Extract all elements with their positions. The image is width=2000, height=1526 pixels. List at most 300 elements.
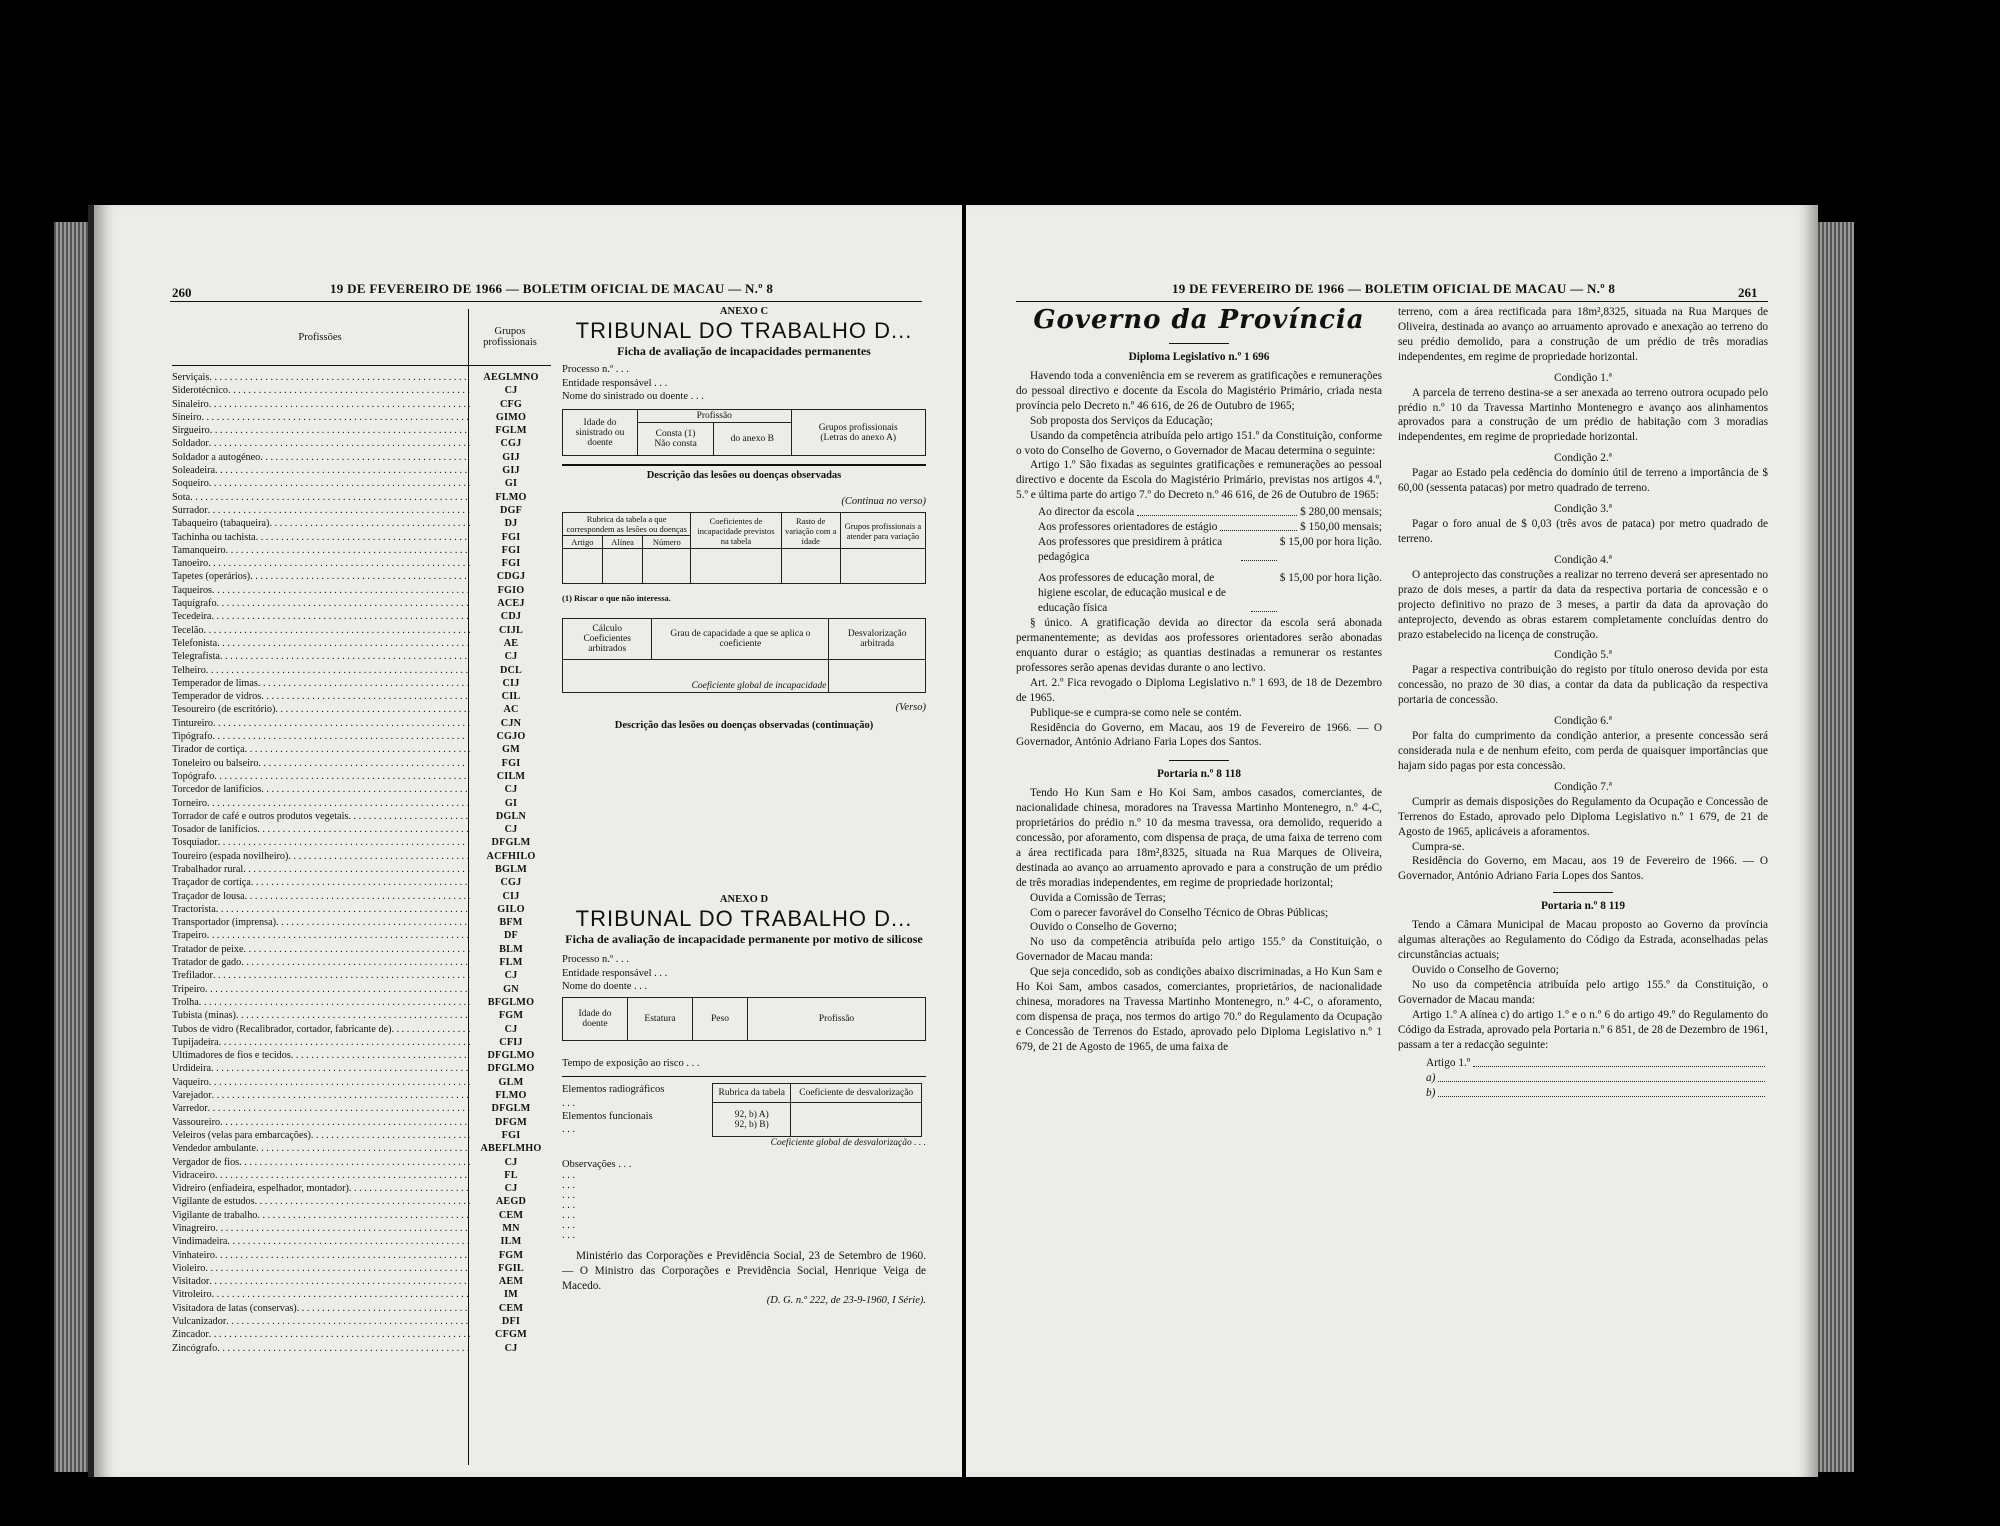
dl-para: Sob proposta dos Serviços da Educação;	[1030, 414, 1213, 427]
p118-para: Ouvida a Comissão de Terras;	[1030, 891, 1166, 904]
profession-row	[172, 1076, 552, 1089]
profession-row	[172, 717, 552, 730]
profession-name: Sineiro	[172, 411, 202, 423]
profession-group: BFM	[499, 917, 523, 929]
right-page	[966, 205, 1818, 1477]
profession-row	[172, 677, 552, 690]
profession-row	[172, 531, 552, 544]
profession-name: Tapetes (operários)	[172, 571, 251, 583]
profession-group: DFGM	[495, 1116, 527, 1128]
profession-group: CJ	[504, 1183, 518, 1195]
dl-para: § único. A gratificação devida ao director da escola será abonada permanentemente; as devidas aos professores orientadores serão abonadas enquanto durar o estágio; as quantias destinadas a remunerar os restantes professores serão apenas devidas durante o ano lectivo.	[1016, 617, 1382, 674]
profession-group: FGI	[501, 531, 521, 543]
p119-para: Artigo 1.º A alínea c) do artigo 1.º e o n.º 6 do artigo 49.º do Regulamento do Código da Estrada, aprovado pela Portaria n.º 6 851, de 28 de Dezembro de 1961, passam a ter a redacção seguinte:	[1398, 1008, 1768, 1051]
profession-group: CFGM	[495, 1329, 527, 1341]
profession-row	[172, 743, 552, 756]
cell-desval: Desvalorização arbitrada	[829, 618, 926, 659]
profession-row	[172, 1275, 552, 1288]
profession-group: DGLN	[495, 810, 527, 822]
profession-name: Varejador	[172, 1090, 212, 1102]
profession-row	[172, 690, 552, 703]
profession-row	[172, 491, 552, 504]
profession-group: ACEJ	[497, 598, 525, 610]
profession-group: AEM	[498, 1276, 524, 1288]
annex-c-continuacao: Descrição das lesões ou doenças observadas (continuação)	[614, 720, 874, 732]
profession-group: CJ	[504, 824, 518, 836]
annex-c-field-processo: Processo n.º . . .	[562, 364, 629, 376]
page-number: 260	[172, 285, 192, 300]
profession-name: Toneleiro ou balseiro	[172, 757, 259, 769]
profession-group: BLM	[499, 943, 523, 955]
annex-c-table-3	[562, 618, 926, 693]
profession-group: FGI	[501, 1129, 521, 1141]
profession-group: CEM	[498, 1209, 524, 1221]
right-column-2	[1398, 305, 1768, 1101]
profession-row	[172, 637, 552, 650]
annex-d-footer: Ministério das Corporações e Previdência Social, 23 de Setembro de 1960. — O Ministro das Corporações e Previdência Social, Henrique Veiga de Macedo.	[562, 1250, 926, 1293]
profession-name: Vergador de fios	[172, 1156, 240, 1168]
profession-group: BGLM	[495, 863, 527, 875]
profession-name: Sinaleiro	[172, 398, 209, 410]
profession-row	[172, 464, 552, 477]
profession-group: AEGD	[495, 1196, 527, 1208]
portaria-8119-title: Portaria n.º 8 119	[1540, 900, 1626, 913]
profession-row	[172, 890, 552, 903]
annex-d-label: ANEXO D	[719, 894, 769, 905]
profession-name: Tupijadeira	[172, 1036, 219, 1048]
cell-calculo: Cálculo	[592, 623, 622, 634]
cell-letras: (Letras do anexo A)	[820, 432, 897, 443]
profession-group: CJ	[504, 385, 518, 397]
profession-row	[172, 703, 552, 716]
p118-para: No uso da competência atribuída pelo artigo 155.º da Constituição, o Governador de Macau manda:	[1016, 936, 1382, 964]
profession-group: GILO	[497, 903, 525, 915]
cell-global: Coeficiente global de incapacidade	[563, 659, 829, 692]
profession-name: Tamanqueiro	[172, 544, 226, 556]
dl-para: Artigo 1.º São fixadas as seguintes gratificações e remunerações ao pessoal directivo e docente da Escola do Magistério Primário, previstas nos artigos 4.º, 5.º e última parte do artigo 7.º do Decreto n.º 46 616, de 26 de Outubro de 1965:	[1016, 459, 1382, 502]
profession-group: FL	[504, 1169, 518, 1181]
annex-c-field-entidade: Entidade responsável . . .	[562, 377, 668, 389]
cell-numero: Número	[643, 536, 691, 549]
profession-group: DGF	[499, 504, 523, 516]
profession-group: CGJ	[500, 877, 522, 889]
profession-group: GIJ	[502, 465, 520, 477]
book-edge-right	[1818, 222, 1854, 1472]
condition-heading: Condição 6.ª	[1554, 715, 1612, 728]
profession-group: CEM	[498, 1302, 524, 1314]
profession-name: Tirador de cortiça	[172, 744, 245, 756]
profession-group: CDGJ	[496, 571, 526, 583]
profession-row	[172, 570, 552, 583]
dl-para: Residência do Governo, em Macau, aos 19 de Fevereiro de 1966. — O Governador, António Adriano Faria Lopes dos Santos.	[1016, 721, 1382, 749]
profession-name: Visitador	[172, 1276, 210, 1288]
profession-row	[172, 1049, 552, 1062]
profession-name: Tripeiro	[172, 983, 206, 995]
profession-row	[172, 797, 552, 810]
profession-name: Tecelão	[172, 624, 204, 636]
profession-name: Trabalhador rural	[172, 863, 244, 875]
profession-group: FGIL	[498, 1262, 524, 1274]
cell-rasto: Rasto de variação com a idade	[781, 513, 840, 549]
profession-row	[172, 544, 552, 557]
dl-para: Havendo toda a conveniência em se reverem as gratificações e remunerações do pessoal directivo e docente da Escola do Magistério Primário, criada nesta província pelo Decreto n.º 46 616, de 26 de Outubro de 1965;	[1016, 370, 1382, 412]
profession-group: DF	[504, 930, 518, 942]
profession-name: Ultimadores de fios e tecidos	[172, 1050, 291, 1062]
profession-name: Transportador (imprensa)	[172, 917, 277, 929]
cell-artigo: Artigo	[563, 536, 603, 549]
profession-row	[172, 437, 552, 450]
profession-name: Trapeiro	[172, 930, 207, 942]
profession-name: Vinhateiro	[172, 1249, 215, 1261]
cell-alinea: Alínea	[602, 536, 642, 549]
profession-row	[172, 664, 552, 677]
profession-name: Trolha	[172, 996, 199, 1008]
profession-group: FGI	[501, 757, 521, 769]
annex-d-exposicao: Tempo de exposição ao risco . . .	[562, 1058, 700, 1070]
profession-group: FLMO	[495, 491, 527, 503]
profession-row	[172, 1142, 552, 1155]
profession-row	[172, 384, 552, 397]
profession-group: CIJ	[502, 890, 520, 902]
profession-group: DFGLM	[491, 1103, 531, 1115]
annex-d-field-nome: Nome do doente . . .	[562, 980, 648, 992]
profession-group: DFGLMO	[487, 1050, 535, 1062]
profession-name: Tosquiador	[172, 837, 218, 849]
profession-group: GM	[502, 744, 520, 756]
profession-row	[172, 1036, 552, 1049]
profession-group: FGM	[498, 1010, 524, 1022]
profession-row	[172, 1023, 552, 1036]
conditions-list	[1398, 371, 1768, 840]
profession-group: DFGLMO	[487, 1063, 535, 1075]
profession-row	[172, 956, 552, 969]
annex-d-subtitle: Ficha de avaliação de incapacidade permanente por motivo de silicose	[565, 932, 923, 947]
profession-name: Topógrafo	[172, 770, 215, 782]
profession-name: Vitroleiro	[172, 1289, 212, 1301]
book-edge-left	[54, 222, 88, 1472]
cell-r1: 92, b) A)	[734, 1109, 769, 1120]
profession-group: GIJ	[502, 451, 520, 463]
profession-group: CILM	[496, 770, 526, 782]
pay-row: Aos professores que presidirem à prática pedagógica $ 15,00 por hora lição.	[1038, 536, 1382, 564]
annex-c-verso: (Verso)	[895, 701, 926, 713]
profession-row	[172, 823, 552, 836]
profession-row	[172, 943, 552, 956]
condition-text: Pagar a respectiva contribuição do registo por título oneroso devida por esta concessão, no prazo de 30 dias, a contar da data da publicação da respectiva portaria de concessão.	[1398, 664, 1768, 707]
profession-group: AE	[503, 637, 519, 649]
profession-name: Vigilante de estudos	[172, 1196, 255, 1208]
profession-group: CJ	[504, 1023, 518, 1035]
profession-name: Soqueiro	[172, 478, 209, 490]
annex-d-rubrica-table	[712, 1083, 922, 1136]
cell-grupos-var: Grupos profissionais a atender para variação	[840, 513, 925, 549]
profession-row	[172, 1062, 552, 1075]
profession-group: CFIJ	[499, 1036, 523, 1048]
profession-group: CJ	[504, 1342, 518, 1354]
profession-row	[172, 1235, 552, 1248]
profession-group: IM	[504, 1289, 518, 1301]
pay-row: Aos professores de educação moral, de higiene escolar, de educação musical e de educação física $ 15,00 por hora lição.	[1038, 572, 1382, 615]
condition-heading: Condição 4.ª	[1554, 553, 1612, 566]
profession-group: MN	[502, 1223, 520, 1234]
pay-row: Ao director da escola $ 280,00 mensais;	[1038, 506, 1382, 519]
annex-c-subtitle: Ficha de avaliação de incapacidades permanentes	[617, 344, 871, 359]
profession-row	[172, 1195, 552, 1208]
profession-group: AC	[503, 704, 519, 716]
profession-name: Tipógrafo	[172, 731, 213, 743]
profession-group: GI	[504, 478, 518, 490]
profession-name: Tesoureiro (de escritório)	[172, 704, 276, 716]
profession-row	[172, 1342, 552, 1355]
cell-coef-d: Coeficiente de desvalorização	[791, 1084, 922, 1103]
profession-name: Zincador	[172, 1329, 209, 1341]
profession-name: Taqueiros	[172, 584, 213, 596]
page-header: 19 DE FEVEREIRO DE 1966 — BOLETIM OFICIAL DE MACAU — N.º 8	[1172, 281, 1616, 296]
profession-row	[172, 597, 552, 610]
profession-name: Temperador de vidros	[172, 691, 262, 703]
cell-rubrica-d: Rubrica da tabela	[713, 1084, 791, 1103]
annex-d-radio: Elementos radiográficos	[562, 1084, 665, 1096]
profession-row	[172, 610, 552, 623]
cell-anexo-b: do anexo B	[714, 423, 791, 456]
profession-name: Zincógrafo	[172, 1342, 218, 1354]
profession-group: FGM	[498, 1249, 524, 1261]
profession-group: CGJ	[500, 438, 522, 450]
profession-name: Urdideira	[172, 1063, 212, 1075]
p119-para: No uso da competência atribuída pelo artigo 155.º da Constituição, o Governador de Macau manda:	[1398, 978, 1768, 1006]
profession-name: Tanoeiro	[172, 558, 209, 570]
condition-text: Por falta do cumprimento da condição anterior, a presente concessão será considerada nula e de nenhum efeito, com perda de quaisquer importâncias que hajam sido pagas por esta concessão.	[1398, 730, 1768, 772]
cell-rubrica: Rubrica da tabela a que correspondem as lesões ou doenças	[563, 513, 691, 536]
profession-group: CJ	[504, 970, 518, 982]
profession-group: ILM	[500, 1236, 522, 1248]
col2-intro: terreno, com a área rectificada para 18m²,8325, situada na Rua Marques de Oliveira, destinada ao avanço ao arruamento aprovado e anexação ao terreno do seu prédio demolido, para a construção de um prédio de três moradias independentes, em regime de propriedade horizontal.	[1398, 306, 1768, 363]
profession-name: Vaqueiro	[172, 1076, 209, 1088]
profession-group: CJN	[500, 717, 522, 729]
profession-name: Surrador	[172, 504, 208, 516]
profession-group: CJ	[504, 1156, 518, 1168]
p118-para: Com o parecer favorável do Conselho Técnico de Obras Públicas;	[1030, 906, 1329, 919]
profession-row	[172, 1102, 552, 1115]
profession-name: Soldador	[172, 438, 209, 450]
profession-row	[172, 903, 552, 916]
cell-idade-doente: Idade do doente	[563, 998, 628, 1041]
profession-list	[172, 371, 552, 1355]
profession-group: GIMO	[495, 411, 527, 423]
profession-group: CJ	[504, 784, 518, 796]
profession-row	[172, 1302, 552, 1315]
profession-name: Tratador de gado	[172, 957, 242, 969]
art-line-a: a)	[1426, 1071, 1768, 1086]
profession-name: Serviçais	[172, 372, 210, 383]
profession-name: Violeiro	[172, 1262, 206, 1274]
cell-idade: Idade do sinistrado ou doente	[563, 410, 638, 456]
profession-group: FLM	[499, 957, 523, 969]
profession-row	[172, 1116, 552, 1129]
cell-grau: Grau de capacidade a que se aplica o coeficiente	[652, 618, 829, 659]
left-page	[88, 205, 962, 1477]
profession-group: ABEFLMHO	[480, 1143, 542, 1155]
profession-row	[172, 624, 552, 637]
portaria-8118-title: Portaria n.º 8 118	[1156, 768, 1242, 781]
cell-profissao-d: Profissão	[748, 998, 926, 1041]
profession-name: Telefonista	[172, 637, 218, 649]
cell-nao-consta: Não consta	[654, 439, 697, 450]
profession-row	[172, 477, 552, 490]
profession-name: Vidraceiro	[172, 1169, 215, 1181]
profession-group: DCL	[499, 664, 523, 676]
cell-coef: Coeficientes de incapacidade previstos na tabela	[691, 513, 781, 549]
annex-c-title: TRIBUNAL DO TRABALHO D...	[575, 318, 913, 344]
profession-name: Siderotécnico	[172, 385, 229, 397]
profession-name: Taquígrafo	[172, 598, 217, 610]
profession-name: Vulcanizador	[172, 1316, 227, 1328]
profession-name: Traçador de cortiça	[172, 877, 251, 889]
profession-group: ACFHILO	[486, 850, 536, 862]
profession-row	[172, 1209, 552, 1222]
profession-row	[172, 1288, 552, 1301]
annex-d-dg: (D. G. n.º 222, de 23-9-1960, I Série).	[766, 1294, 926, 1306]
profession-row	[172, 783, 552, 796]
profession-row	[172, 810, 552, 823]
profession-name: Tubos de vidro (Recalibrador, cortador, fabricante de)	[172, 1023, 392, 1035]
profession-row	[172, 451, 552, 464]
cell-profissao: Profissão	[638, 410, 792, 423]
profession-row	[172, 850, 552, 863]
profession-name: Vigilante de trabalho	[172, 1209, 258, 1221]
profession-row	[172, 1262, 552, 1275]
page-number: 261	[1738, 285, 1758, 300]
profession-group: FGLM	[495, 425, 527, 437]
profession-name: Tachinha ou tachista	[172, 531, 256, 543]
profession-group: DFI	[501, 1316, 521, 1328]
profession-group: DJ	[504, 518, 518, 530]
p118-para: Ouvido o Conselho de Governo;	[1030, 921, 1177, 934]
profession-name: Tecedeira	[172, 611, 212, 623]
annex-c	[562, 305, 926, 731]
cell-estatura: Estatura	[628, 998, 693, 1041]
profession-row	[172, 371, 552, 384]
profession-row	[172, 836, 552, 849]
annex-d-obs: Observações . . .	[562, 1158, 632, 1170]
profession-group: GLM	[498, 1076, 524, 1088]
profession-name: Tintureiro	[172, 717, 213, 729]
profession-name: Sota	[172, 491, 191, 503]
profession-row	[172, 1249, 552, 1262]
profession-row	[172, 398, 552, 411]
profession-name: Telheiro	[172, 664, 206, 676]
profession-group: FGIO	[497, 584, 525, 596]
profession-row	[172, 1315, 552, 1328]
profession-row	[172, 424, 552, 437]
profession-name: Vidreiro (enfiadeira, espelhador, montador)	[172, 1183, 349, 1195]
annex-d: ANEXO D TRIBUNAL DO TRABALHO D... Ficha de avaliação de incapacidade permanente por motivo de silicose Processo n.º . . . Entidade responsável . . . Nome do doente . . . Idade do doente Estatura Peso Profissão Tempo de exposição ao risco . . . Elementos radiográficos . . . Elementos funcionais . . . Rubrica da tabela Coeficiente de desvalorização 92, b) A) 92, b) B) Coeficiente global de desvalorização . . . Observações . . . . . . . . . . . . . . . . . . . . . . . . Ministério das Corporações e Previdência Social, 23 de Setembro de 1960. — O Ministro das Corporações e Previdência Social, Henrique Veiga de Macedo. (D. G. n.º 222, de 23-9-1960, I Série).	[562, 894, 926, 1306]
profession-row	[172, 1222, 552, 1235]
profession-group: BFGLMO	[487, 996, 535, 1008]
profession-row	[172, 916, 552, 929]
profession-name: Varredor	[172, 1103, 208, 1115]
annex-c-label: ANEXO C	[719, 306, 769, 317]
annex-d-global: Coeficiente global de desvalorização . . .	[770, 1137, 926, 1148]
profession-group: CIJL	[498, 624, 523, 636]
profession-row	[172, 504, 552, 517]
profession-row	[172, 1156, 552, 1169]
profession-group: CIJ	[502, 677, 520, 689]
dl-para: Usando da competência atribuída pelo artigo 151.º da Constituição, conforme o voto do Conselho de Governo, o Governador de Macau determina o seguinte:	[1016, 429, 1382, 457]
annex-c-lesoes: Descrição das lesões ou doenças observadas	[646, 470, 842, 482]
annex-d-table	[562, 997, 926, 1041]
dl-title: Diploma Legislativo n.º 1 696	[1128, 351, 1270, 363]
cell-consta: Consta (1)	[655, 429, 696, 440]
profession-name: Telegrafista	[172, 651, 220, 663]
profession-group: CGJO	[496, 731, 526, 743]
cell-coef-arb: Coeficientes arbitrados	[583, 633, 631, 654]
condition-text: A parcela de terreno destina-se a ser anexada ao terreno outrora ocupado pelo prédio n.º 10 da Travessa Martinho Montenegro e avanço aos alinhamentos aprovados para a construção de um prédio de habitação com 3 moradias independentes, em regime de propriedade horizontal.	[1398, 386, 1768, 444]
profession-row	[172, 1182, 552, 1195]
profession-row	[172, 876, 552, 889]
pay-row: Aos professores orientadores de estágio $ 150,00 mensais;	[1038, 521, 1382, 534]
condition-heading: Condição 7.ª	[1554, 780, 1612, 793]
profession-row	[172, 517, 552, 530]
profession-name: Torrador de café e outros produtos vegetais	[172, 810, 349, 822]
profession-group: CIL	[501, 691, 521, 703]
profession-group: DFGLM	[491, 837, 531, 849]
profession-row	[172, 1328, 552, 1341]
condition-text: O anteprojecto das construções a realizar no terreno deverá ser apresentado no prazo de dois meses, a partir da data da respectiva portaria de concessão e o projecto definitivo no prazo de 3 meses, a partir da data da aprovação do anteprojecto, devendo as obras estarem completamente concluídas dentro do prazo estabelecido na licença de construção.	[1398, 568, 1768, 641]
condition-text: Pagar ao Estado pela cedência do domínio útil de terreno a importância de $ 60,00 (sessenta patacas) por metro quadrado de terreno.	[1398, 467, 1768, 495]
profession-group: GN	[503, 983, 519, 995]
col-header-groups: Grupos profissionais	[468, 309, 551, 366]
profession-row	[172, 584, 552, 597]
right-column-1	[1016, 305, 1382, 1055]
profession-name: Temperador de limas	[172, 677, 258, 689]
profession-name: Traçador de lousa	[172, 890, 245, 902]
annex-d-func: Elementos funcionais	[562, 1111, 653, 1123]
profession-name: Vinagreiro	[172, 1223, 216, 1234]
profession-name: Vendedor ambulante	[172, 1143, 257, 1155]
government-title: Governo da Província	[1033, 305, 1365, 335]
annex-c-continua: (Continua no verso)	[841, 496, 926, 508]
profession-group: FGI	[501, 544, 521, 556]
annex-c-field-nome: Nome do sinistrado ou doente . . .	[562, 390, 704, 402]
profession-row	[172, 650, 552, 663]
annex-c-riscar: (1) Riscar o que não interessa.	[562, 593, 671, 604]
profession-row	[172, 969, 552, 982]
profession-row	[172, 996, 552, 1009]
profession-row	[172, 757, 552, 770]
p118-para: Que seja concedido, sob as condições abaixo discriminadas, a Ho Kun Sam e Ho Koi Sam, ambos casados, comerciantes, proprietários, de nacionalidade chinesa, moradores na Travessa Martinho Montenegro, n.º 4-C, o aforamento, com dispensa de praça, nos termos do artigo 70.º do Regulamento da Ocupação e Concessão de Terrenos do Estado, aprovado pelo Diploma Legislativo n.º 1 679, de 21 de Agosto de 1965, de uma faixa de	[1016, 966, 1382, 1053]
cell-peso: Peso	[693, 998, 748, 1041]
profession-name: Trefilador	[172, 970, 213, 982]
profession-name: Torcedor de lanifícios	[172, 784, 262, 796]
profession-group: FLMO	[495, 1090, 527, 1102]
profession-group: CDJ	[500, 611, 522, 623]
profession-group: AEGLMNO	[483, 372, 539, 383]
condition-heading: Condição 2.ª	[1554, 452, 1612, 465]
profession-name: Tratador de peixe	[172, 943, 244, 955]
condition-text: Pagar o foro anual de $ 0,03 (três avos de pataca) por metro quadrado de terreno.	[1398, 518, 1768, 545]
profession-name: Soldador a autogéneo	[172, 451, 261, 463]
profession-group: GI	[504, 797, 518, 809]
residencia: Residência do Governo, em Macau, aos 19 de Fevereiro de 1966. — O Governador, António Adriano Faria Lopes dos Santos.	[1398, 855, 1768, 883]
profession-group: CFG	[499, 398, 523, 410]
profession-row	[172, 1169, 552, 1182]
profession-name: Veleiros (velas para embarcações)	[172, 1129, 311, 1141]
profession-name: Visitadora de latas (conservas)	[172, 1302, 297, 1314]
profession-name: Vassoureiro	[172, 1116, 221, 1128]
profession-row	[172, 1089, 552, 1102]
condition-text: Cumprir as demais disposições do Regulamento da Ocupação e Concessão de Terrenos do Estado, aprovado pelo Diploma Legislativo n.º 1 679, de 21 de Agosto de 1965, aplicáveis a aforamentos.	[1398, 795, 1768, 838]
